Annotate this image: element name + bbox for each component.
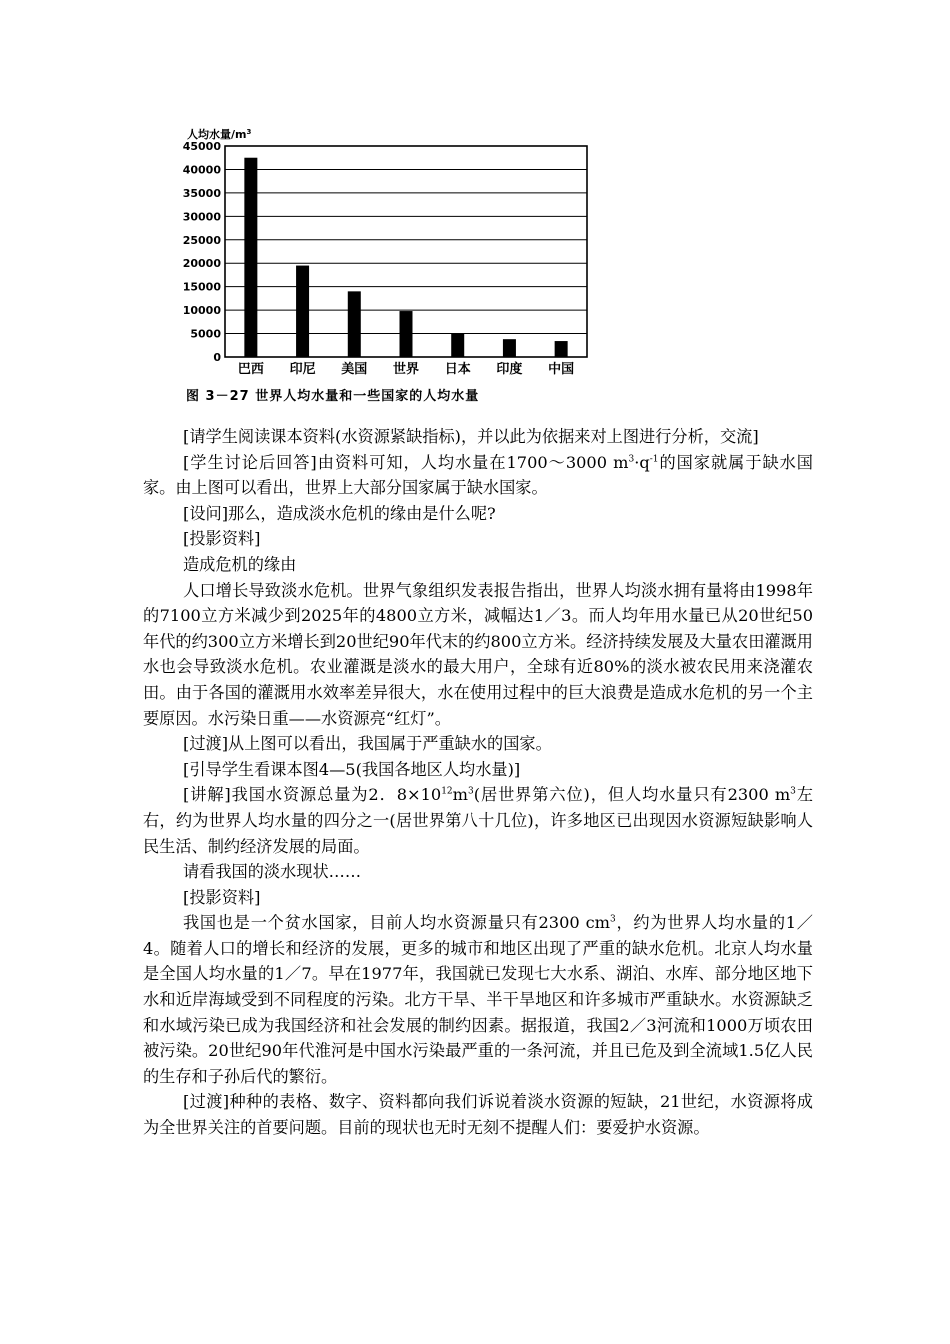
bar-4 [451, 334, 464, 357]
x-tick-label: 中国 [548, 362, 575, 377]
paragraph-5: 造成危机的缘由 [183, 554, 297, 574]
y-tick-label: 15000 [182, 280, 221, 294]
bar-6 [555, 341, 568, 357]
bar-0 [244, 158, 257, 357]
y-tick-label: 25000 [182, 233, 221, 247]
y-tick-label: 40000 [182, 163, 221, 177]
paragraph-10: 请看我国的淡水现状…… [183, 862, 362, 882]
paragraph-4: [投影资料] [183, 529, 261, 549]
x-tick-label: 美国 [341, 362, 368, 377]
x-tick-label: 印度 [496, 362, 523, 377]
paragraph-3: [设问]那么，造成淡水危机的缘由是什么呢? [183, 503, 496, 523]
paragraph-2: [学生讨论后回答]由资料可知，人均水量在1700～3000 $m^3\cdot q^{-1}$的国家就属于缺水国家。由上图可以看出，世界上大部分国家属于缺水国家。 [143, 452, 813, 498]
y-tick-label: 30000 [182, 210, 221, 224]
x-tick-label: 巴西 [237, 362, 264, 377]
bar-2 [348, 291, 361, 357]
y-tick-label: 20000 [182, 257, 221, 271]
paragraph-12: 我国也是一个贫水国家，目前人均水资源量只有2300 $cm^3$，约为世界人均水量的1／4。随着人口的增长和经济的发展，更多的城市和地区出现了严重的缺水危机。北京人均水量是全国人均水量的1／7。早在1977年，我国就已发现七大水系、湖泊、水库、部分地区地下水和近岸海域受到不同程度的污染。北方干旱、半干旱地区和许多城市严重缺水。水资源缺乏和水域污染已成为我国经济和社会发展的制约因素。据报道，我国2／3河流和1000万顷农田被污染。20世纪90年代淮河是中国水污染最严重的一条河流，并且已危及到全流域1.5亿人民的生存和子孙后代的繁衍。 [143, 913, 813, 1086]
bar-1 [296, 266, 309, 357]
x-tick-label: 日本 [444, 362, 471, 377]
bar-5 [503, 339, 516, 357]
y-tick-label: 5000 [190, 327, 221, 341]
paragraph-7: [过渡]从上图可以看出，我国属于严重缺水的国家。 [183, 734, 552, 754]
paragraph-6: 人口增长导致淡水危机。世界气象组织发表报告指出，世界人均淡水拥有量将由1998年的7100立方米减少到2025年的4800立方米，减幅达1／3。而人均年用水量已从20世纪50年代的约300立方米增长到20世纪90年代末的约800立方米。经济持续发展及大量农田灌溉用水也会导致淡水危机。农业灌溉是淡水的最大用户，全球有近80%的淡水被农民用来浇灌农田。由于各国的灌溉用水效率差异很大，水在使用过程中的巨大浪费是造成水危机的另一个主要原因。水污染日重——水资源亮“红灯”。 [143, 580, 813, 728]
y-tick-label: 0 [213, 351, 221, 364]
y-tick-label: 45000 [182, 140, 221, 153]
paragraph-8: [引导学生看课本图4—5(我国各地区人均水量)] [183, 759, 521, 779]
y-tick-label: 10000 [182, 304, 221, 318]
body-text [143, 424, 813, 1141]
y-tick-label: 35000 [182, 186, 221, 200]
paragraph-13: [过渡]种种的表格、数字、资料都向我们诉说着淡水资源的短缺，21世纪，水资源将成为全世界关注的首要问题。目前的现状也无时无刻不提醒人们：要爱护水资源。 [143, 1092, 813, 1138]
bar-3 [400, 311, 413, 357]
x-tick-label: 世界 [392, 362, 420, 377]
paragraph-11: [投影资料] [183, 887, 261, 907]
y-axis-label: 人均水量$/m^3$ [187, 128, 252, 141]
x-tick-label: 印尼 [289, 362, 316, 377]
figure-caption: 图 3－27 世界人均水量和一些国家的人均水量 [186, 389, 480, 404]
paragraph-9: [讲解]我国水资源总量为2．$8\times 10^{12}m^3$(居世界第六位)，但人均水量只有2300 $m^3$左右，约为世界人均水量的四分之一(居世界第八十几位)，许多地区已出现因水资源短缺影响人民生活、制约经济发展的局面。 [143, 785, 814, 856]
paragraph-1: [请学生阅读课本资料(水资源紧缺指标)，并以此为依据来对上图进行分析，交流] [183, 427, 759, 446]
water-per-capita-bar-chart [175, 118, 595, 382]
